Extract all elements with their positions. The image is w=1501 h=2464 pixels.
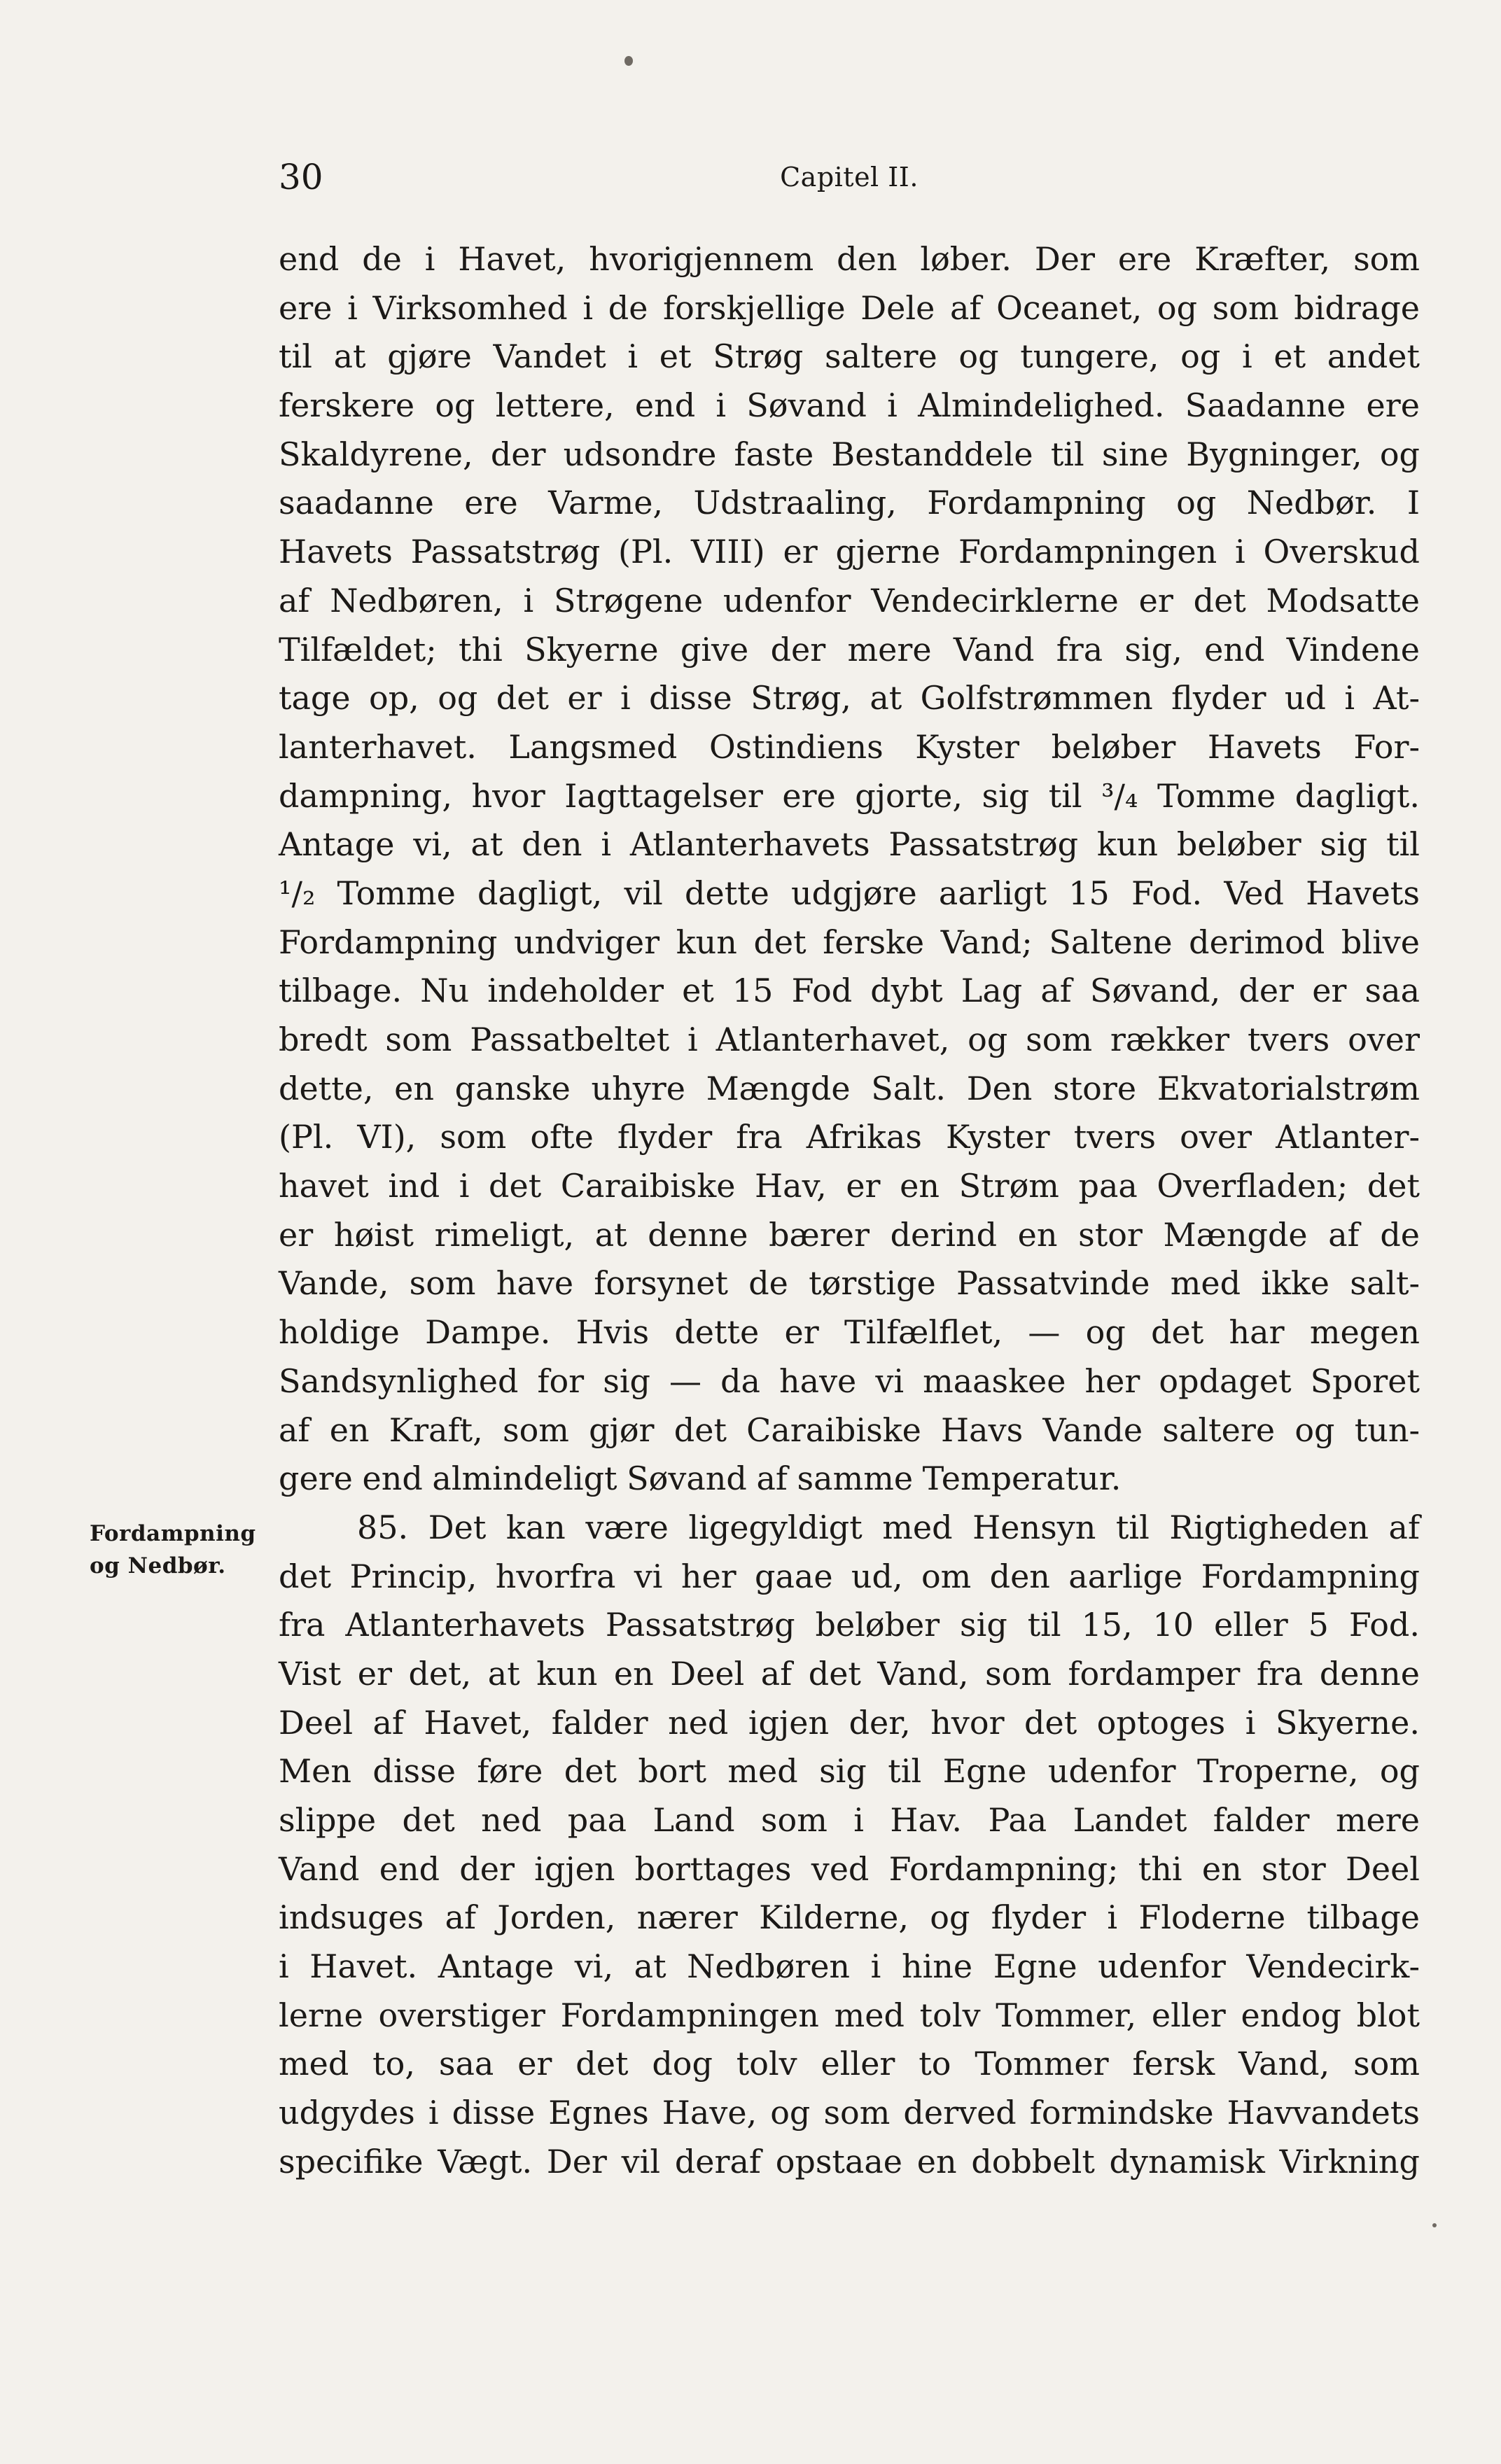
text-line: af Nedbøren, i Strøgene udenfor Vendecirklerne er det Modsatte	[279, 581, 1420, 620]
text-line: Antage vi, at den i Atlanterhavets Passatstrøg kun beløber sig til	[279, 825, 1420, 864]
margin-note	[90, 1518, 265, 1582]
text-line: bredt som Passatbeltet i Atlanterhavet, og som rækker tvers over	[279, 1021, 1420, 1058]
text-line: gere end almindeligt Søvand af samme Temperatur.	[279, 1460, 1122, 1498]
text-line: Vand end der igjen borttages ved Fordampning; thi en stor Deel	[279, 1849, 1420, 1888]
text-line: Sandsynlighed for sig — da have vi maaskee her opdaget Sporet	[279, 1362, 1420, 1400]
text-line: er høist rimeligt, at denne bærer derind en stor Mængde af de	[279, 1215, 1420, 1254]
text-line: udgydes i disse Egnes Have, og som derved formindske Havvandets	[279, 2094, 1420, 2132]
text-line: tage op, og det er i disse Strøg, at Golfstrømmen flyder ud i At-	[279, 679, 1420, 718]
text-line: ferskere og lettere, end i Søvand i Almindelighed. Saadanne ere	[279, 386, 1420, 425]
text-line: specifike Vægt. Der vil deraf opstaae en dobbelt dynamisk Virkning	[279, 2142, 1420, 2180]
text-line: Skaldyrene, der udsondre faste Bestanddele til sine Bygninger, og	[279, 435, 1420, 473]
ink-speck	[1432, 2223, 1437, 2227]
text-line: Men disse føre det bort med sig til Egne udenfor Troperne, og	[279, 1752, 1420, 1791]
text-line: i Havet. Antage vi, at Nedbøren i hine Egne udenfor Vendecirk-	[279, 1947, 1420, 1986]
page-number: 30	[279, 157, 323, 197]
text-line: Deel af Havet, falder ned igjen der, hvor det optoges i Skyerne.	[279, 1703, 1420, 1742]
text-line: Vande, som have forsynet de tørstige Passatvinde med ikke salt-	[279, 1264, 1420, 1303]
text-line: indsuges af Jorden, nærer Kilderne, og flyder i Floderne tilbage	[279, 1898, 1420, 1937]
margin-note-line: Fordampning	[90, 1521, 256, 1546]
text-line: saadanne ere Varme, Udstraaling, Fordampning og Nedbør. I	[279, 484, 1420, 522]
body-text	[279, 235, 1420, 2187]
text-line: til at gjøre Vandet i et Strøg saltere og tungere, og i et andet	[279, 337, 1420, 376]
text-line: ¹/₂ Tomme dagligt, vil dette udgjøre aarligt 15 Fod. Ved Havets	[279, 874, 1420, 912]
text-line: dette, en ganske uhyre Mængde Salt. Den store Ekvatorialstrøm	[279, 1069, 1420, 1107]
margin-note-line: og Nedbør.	[90, 1553, 226, 1578]
text-line: lerne overstiger Fordampningen med tolv Tommer, eller endog blot	[279, 1996, 1420, 2034]
text-line: holdige Dampe. Hvis dette er Tilfælflet, — og det har megen	[279, 1313, 1420, 1352]
text-line: slippe det ned paa Land som i Hav. Paa Landet falder mere	[279, 1801, 1420, 1839]
text-line: fra Atlanterhavets Passatstrøg beløber sig til 15, 10 eller 5 Fod.	[279, 1606, 1420, 1644]
text-line: Fordampning undviger kun det ferske Vand; Saltene derimod blive	[279, 923, 1420, 961]
text-line: af en Kraft, som gjør det Caraibiske Havs Vande saltere og tun-	[279, 1410, 1420, 1449]
ink-speck	[624, 56, 633, 66]
text-line: Havets Passatstrøg (Pl. VIII) er gjerne Fordampningen i Overskud	[279, 533, 1420, 571]
page-header	[279, 153, 1420, 202]
text-line: end de i Havet, hvorigjennem den løber. Der ere Kræfter, som	[279, 240, 1420, 278]
text-line: Tilfældet; thi Skyerne give der mere Vand fra sig, end Vindene	[279, 630, 1420, 668]
paragraph-start-line: 85. Det kan være ligegyldigt med Hensyn til Rigtigheden af	[357, 1508, 1420, 1546]
running-head: Capitel II.	[780, 162, 919, 192]
text-line: ere i Virksomhed i de forskjellige Dele af Oceanet, og som bidrage	[279, 288, 1420, 327]
text-line: dampning, hvor Iagttagelser ere gjorte, sig til ³/₄ Tomme dagligt.	[279, 776, 1420, 815]
text-line: (Pl. VI), som ofte flyder fra Afrikas Kyster tvers over Atlanter-	[279, 1118, 1420, 1156]
text-line: med to, saa er det dog tolv eller to Tommer fersk Vand, som	[279, 2045, 1420, 2083]
text-line: det Princip, hvorfra vi her gaae ud, om den aarlige Fordampning	[279, 1557, 1420, 1595]
text-line: tilbage. Nu indeholder et 15 Fod dybt Lag af Søvand, der er saa	[279, 972, 1420, 1010]
text-line: Vist er det, at kun en Deel af det Vand, som fordamper fra denne	[279, 1654, 1420, 1693]
text-line: lanterhavet. Langsmed Ostindiens Kyster beløber Havets For-	[279, 727, 1420, 766]
text-line: havet ind i det Caraibiske Hav, er en Strøm paa Overfladen; det	[279, 1167, 1420, 1205]
